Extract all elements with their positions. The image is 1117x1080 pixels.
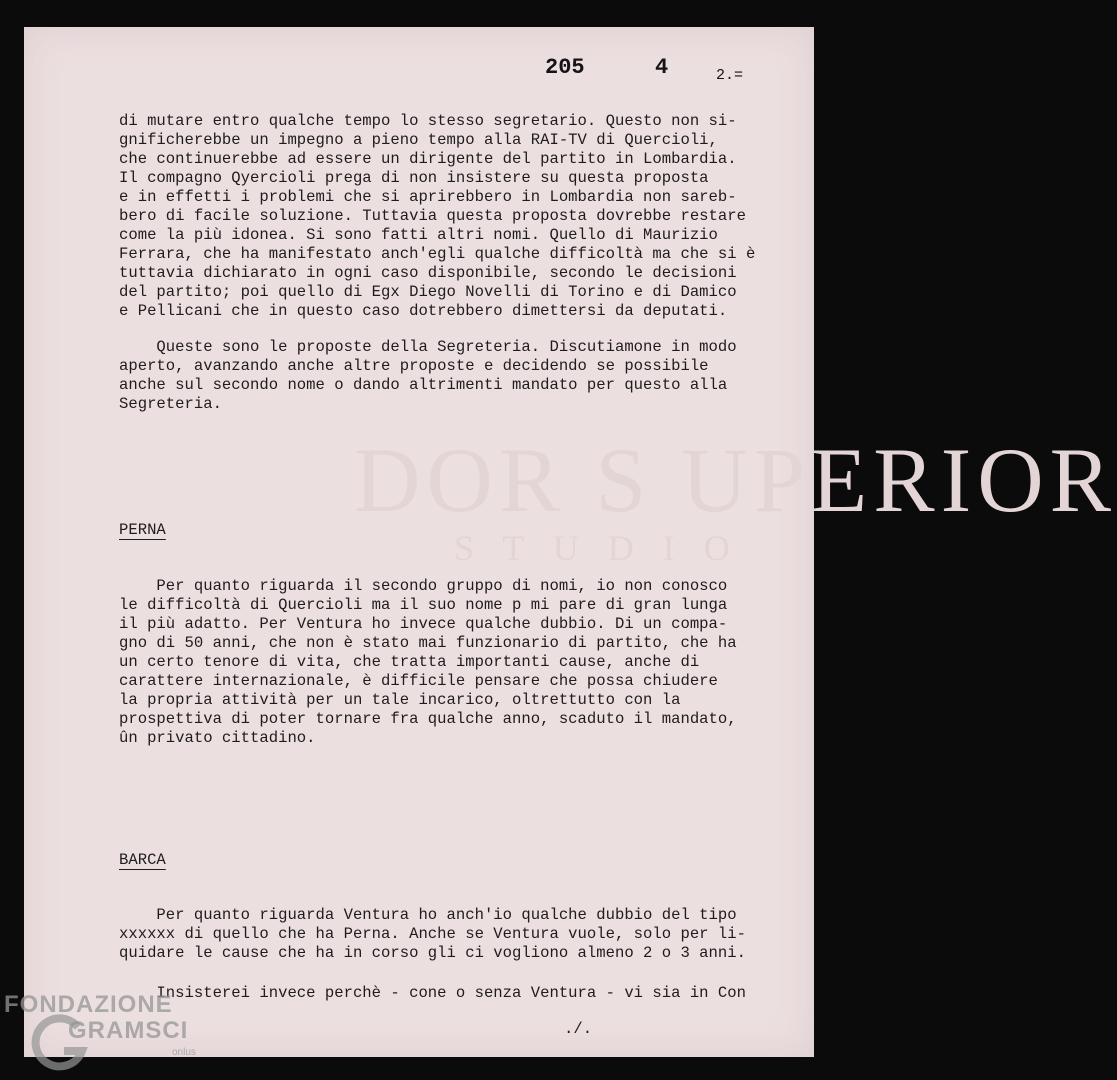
text-line: xxxxxx di quello che ha Perna. Anche se Ventura vuole, solo per li- — [119, 925, 746, 943]
text-line: aperto, avanzando anche altre proposte e decidendo se possibile — [119, 357, 709, 375]
fondazione-gramsci-logo — [0, 985, 230, 1080]
text-line: come la più idonea. Si sono fatti altri nomi. Quello di Maurizio — [119, 226, 718, 244]
text-line: quidare le cause che ha in corso gli ci vogliono almeno 2 o 3 anni. — [119, 944, 746, 962]
text-line: Il compagno Qyercioli prega di non insistere su questa proposta — [119, 169, 709, 187]
text-line: gno di 50 anni, che non è stato mai funzionario di partito, che ha — [119, 634, 737, 652]
text-line: Per quanto riguarda Ventura ho anch'io qualche dubbio del tipo — [119, 906, 737, 924]
text-line: e in effetti i problemi che si aprirebbero in Lombardia non sareb- — [119, 188, 737, 206]
sub-number: 2.= — [716, 67, 744, 84]
text-line: il più adatto. Per Ventura ho invece qualche dubbio. Di un compa- — [119, 615, 728, 633]
watermark-large: DOR S UPERIOR — [354, 429, 1117, 531]
text-line: gnificherebbe un impegno a pieno tempo alla RAI-TV di Quercioli, — [119, 131, 718, 149]
sheet-number: 4 — [655, 55, 669, 80]
text-line: Ferrara, che ha manifestato anch'egli qualche difficoltà ma che si è — [119, 245, 756, 263]
logo-line-3: onlus — [172, 1047, 196, 1058]
watermark-small: S T U D I O — [454, 528, 740, 568]
text-line: Per quanto riguarda il secondo gruppo di nomi, io non conosco — [119, 577, 728, 595]
continuation-mark: ./. — [564, 1020, 593, 1038]
proposal-paragraph — [119, 338, 737, 414]
text-line: carattere internazionale, è difficile pensare che possa chiudere — [119, 672, 718, 690]
text-line: ûn privato cittadino. — [119, 729, 316, 747]
text-line: del partito; poi quello di Egx Diego Novelli di Torino e di Damico — [119, 283, 737, 301]
text-line-last: Insisterei invece perchè - cone o senza Ventura - vi sia in Con — [119, 984, 746, 1002]
logo-line-2: GRAMSCI — [68, 1017, 189, 1044]
text-line: bero di facile soluzione. Tuttavia questa proposta dovrebbe restare — [119, 207, 746, 225]
text-line: Queste sono le proposte della Segreteria. Discutiamone in modo — [119, 338, 737, 356]
document-page — [24, 27, 1117, 1057]
text-line: Segreteria. — [119, 395, 222, 413]
perna-paragraph — [119, 577, 737, 748]
text-line: prospettiva di poter tornare fra qualche anno, scaduto il mandato, — [119, 710, 737, 728]
text-line: le difficoltà di Quercioli ma il suo nome p mi pare di gran lunga — [119, 596, 728, 614]
logo-line-1: FONDAZIONE — [4, 991, 173, 1018]
speaker-heading-barca: BARCA — [119, 851, 166, 869]
intro-paragraph — [119, 112, 755, 321]
barca-paragraph — [119, 906, 746, 963]
text-line: tuttavia dichiarato in ogni caso disponibile, secondo le decisioni — [119, 264, 737, 282]
text-line: e Pellicani che in questo caso dotrebbero dimettersi da deputati. — [119, 302, 728, 320]
text-line: di mutare entro qualche tempo lo stesso segretario. Questo non si- — [119, 112, 737, 130]
text-line: un certo tenore di vita, che tratta importanti cause, anche di — [119, 653, 700, 671]
page-number: 205 — [545, 55, 585, 80]
text-line: anche sul secondo nome o dando altrimenti mandato per questo alla — [119, 376, 728, 394]
text-line: che continuerebbe ad essere un dirigente del partito in Lombardia. — [119, 150, 737, 168]
speaker-heading-perna: PERNA — [119, 521, 166, 539]
text-line: la propria attività per un tale incarico, oltrettutto con la — [119, 691, 681, 709]
